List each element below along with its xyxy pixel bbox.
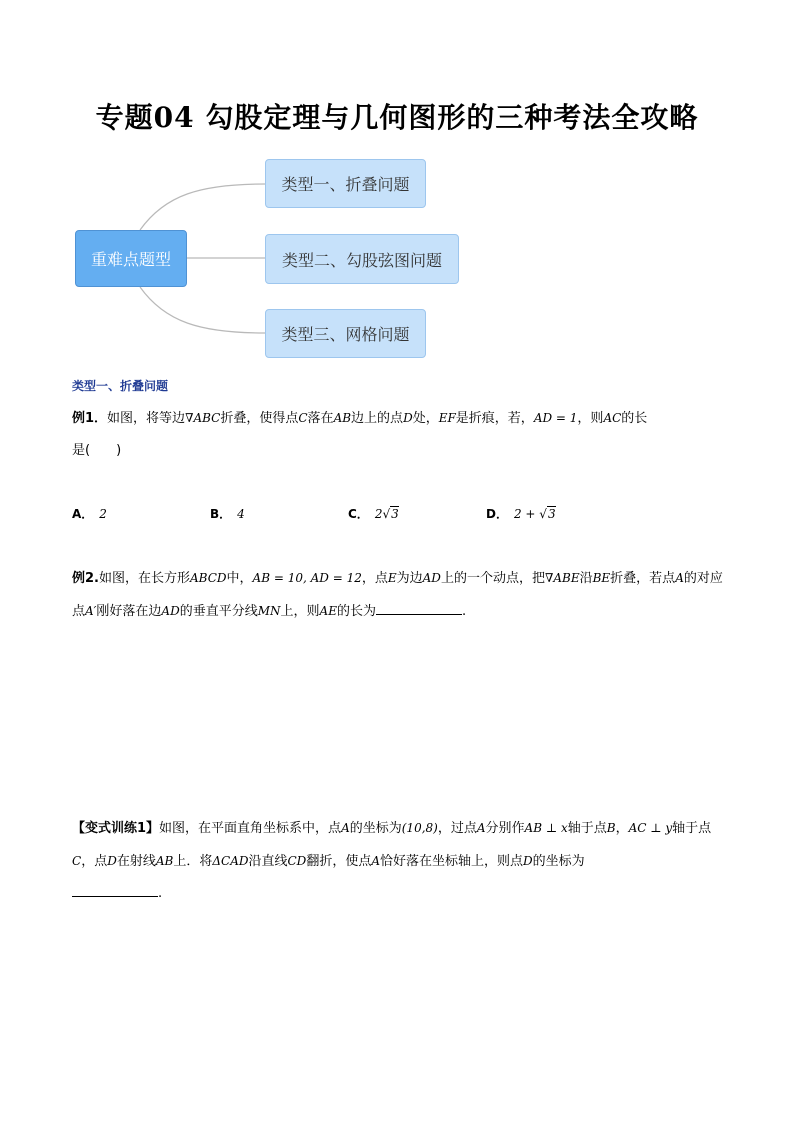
ex3-text: ，过点 [437, 821, 477, 836]
ex1-text: 是折痕，若， [455, 411, 534, 426]
ex1-math: EF [438, 411, 456, 425]
connector-branch-1 [140, 184, 265, 230]
ex2-math: A [675, 571, 684, 585]
ex2-math: E [387, 571, 397, 585]
ex1-text: 如图，将等边 [107, 411, 186, 426]
ex1-text: ，则 [577, 411, 604, 426]
ex3-text: 的坐标为 [532, 854, 585, 869]
ex3-text: 轴于点 [567, 821, 607, 836]
ex2-text: 上的一个动点，把 [440, 571, 545, 586]
option-value: 4 [237, 507, 245, 521]
ex3-math: (10,8) [401, 821, 438, 835]
example-1 [72, 402, 727, 467]
ex3-math: A [341, 821, 350, 835]
ex1-math: ∇ABC [185, 411, 221, 425]
option-label: C． [348, 507, 369, 521]
option-a[interactable] [72, 505, 107, 522]
ex2-text: 上，则 [280, 604, 320, 619]
ex2-math: MN [257, 604, 281, 618]
ex3-text: ， [615, 821, 629, 836]
ex1-math: C [298, 411, 308, 425]
ex3-text: 上．将 [173, 854, 213, 869]
mindmap-branch-3: 类型三、网格问题 [265, 309, 426, 358]
answer-blank[interactable] [72, 882, 158, 897]
ex3-text: . [158, 886, 163, 901]
ex2-text: 刚好落在边 [96, 604, 162, 619]
option-c[interactable] [348, 505, 399, 522]
ex3-math: C [72, 854, 82, 868]
ex2-text: . [462, 604, 467, 619]
mindmap-branch-2: 类型二、勾股弦图问题 [265, 234, 459, 284]
ex2-text: ，点 [361, 571, 388, 586]
ex1-math: AB [333, 411, 352, 425]
answer-blank[interactable] [376, 600, 462, 615]
option-label: B． [210, 507, 232, 521]
ex2-math: ∇ABE [544, 571, 580, 585]
ex2-text: 沿 [579, 571, 593, 586]
ex2-math: AB = 10, AD = 12 [252, 571, 362, 585]
ex1-text: 边上的点 [351, 411, 404, 426]
ex3-math: AB ⊥ x [524, 821, 568, 835]
ex3-math: A [476, 821, 486, 835]
ex2-math: ABCD [190, 571, 227, 585]
ex2-math: AD [422, 571, 441, 585]
ex1-math: AC [603, 411, 622, 425]
option-radicand: 3 [391, 507, 399, 521]
ex3-text: 沿直线 [248, 854, 288, 869]
option-value: 2 [99, 507, 107, 521]
option-b[interactable] [210, 505, 245, 522]
option-label: A． [72, 507, 94, 521]
variant-training-1 [72, 812, 727, 910]
ex1-text: 折叠，使得点 [220, 411, 299, 426]
ex1-text: 处， [412, 411, 439, 426]
option-d[interactable] [486, 505, 556, 522]
ex3-text: 轴于点 [672, 821, 712, 836]
option-label: D． [486, 507, 508, 521]
option-radicand: 3 [547, 507, 556, 521]
ex3-text: 的坐标为 [349, 821, 402, 836]
ex2-math: BE [592, 571, 611, 585]
mindmap-branch-1: 类型一、折叠问题 [265, 159, 426, 208]
ex3-math: B [606, 821, 616, 835]
ex1-text: 落在 [307, 411, 334, 426]
ex3-text: 翻折，使点 [306, 854, 372, 869]
sqrt-sign: √ [539, 507, 547, 521]
ex1-answer-bracket: 是( ) [72, 443, 122, 458]
ex3-math: D [107, 854, 117, 868]
ex3-text: ，点 [81, 854, 108, 869]
example-2-label: 例2. [72, 571, 99, 586]
page-title: 专题04 勾股定理与几何图形的三种考法全攻略 [95, 101, 699, 134]
ex2-math: AE [319, 604, 337, 618]
ex3-math: AC ⊥ y [628, 821, 673, 835]
ex1-math: D [403, 411, 413, 425]
example-2 [72, 562, 727, 628]
ex3-text: 分别作 [485, 821, 525, 836]
example-1-label: 例1． [72, 411, 108, 426]
ex2-text: 中， [226, 571, 253, 586]
ex2-math: AD [161, 604, 180, 618]
variant-training-label: 【变式训练1】 [72, 821, 160, 836]
connector-branch-3 [140, 287, 265, 333]
ex2-text: 的垂直平分线 [179, 604, 258, 619]
ex1-text: 的长 [621, 411, 648, 426]
ex2-text: 为边 [396, 571, 423, 586]
ex3-text: 在射线 [116, 854, 156, 869]
ex2-text: 的对应点 [72, 571, 723, 619]
ex3-math: A [371, 854, 380, 868]
option-value: 2 [374, 507, 383, 521]
ex3-math: ΔCAD [212, 854, 249, 868]
sqrt-sign: √ [382, 507, 391, 521]
ex3-math: CD [287, 854, 307, 868]
ex2-text: 折叠，若点 [610, 571, 676, 586]
ex3-text: 恰好落在坐标轴上，则点 [380, 854, 524, 869]
ex3-text: 如图，在平面直角坐标系中，点 [159, 821, 342, 836]
ex2-math: A′ [85, 604, 97, 618]
ex2-text: 如图，在长方形 [98, 571, 190, 586]
mindmap-center-node: 重难点题型 [75, 230, 187, 287]
ex3-math: D [523, 854, 533, 868]
option-value: 2 + [513, 507, 540, 521]
ex1-math: AD = 1 [533, 411, 578, 425]
section-heading-type1: 类型一、折叠问题 [72, 379, 169, 393]
ex3-math: AB [155, 854, 174, 868]
ex2-text: 的长为 [336, 604, 376, 619]
